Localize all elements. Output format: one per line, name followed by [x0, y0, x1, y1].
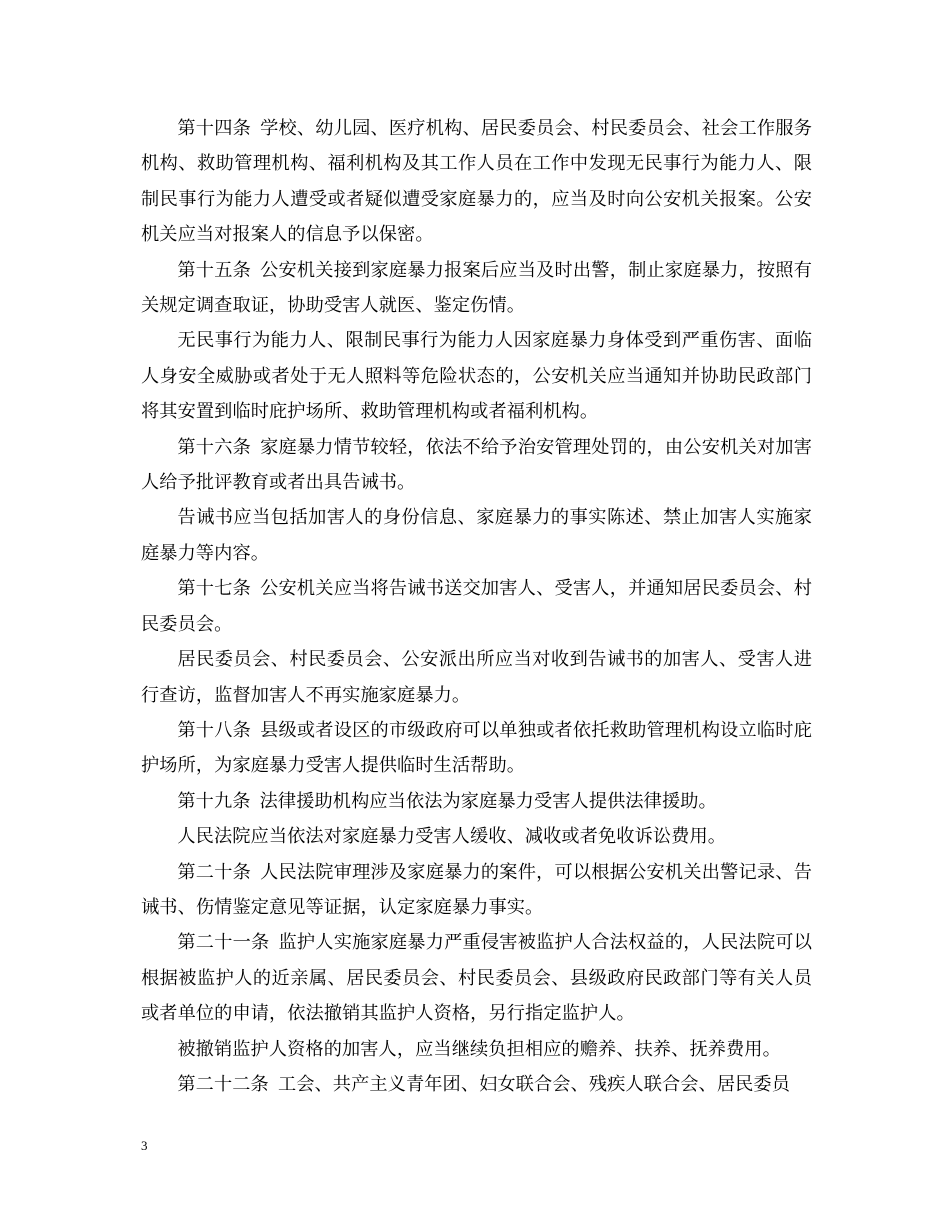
article-number: 第二十二条 [177, 1073, 269, 1095]
page-number: 3 [141, 1138, 148, 1153]
paragraph-11 [141, 855, 812, 926]
paragraph-13 [141, 1032, 812, 1067]
paragraph-text: 监护人实施家庭暴力严重侵害被监护人合法权益的，人民法院可以根据被监护人的近亲属、居民委员会、村民委员会、县级政府民政部门等有关人员或者单位的申请，依法撤销其监护人资格，另行指定监护人。 [141, 932, 812, 1025]
paragraph-2 [141, 253, 812, 324]
paragraph-8 [141, 713, 812, 784]
paragraph-text: 家庭暴力情节较轻，依法不给予治安管理处罚的，由公安机关对加害人给予批评教育或者出具告诫书。 [141, 436, 812, 494]
paragraph-text: 被撤销监护人资格的加害人，应当继续负担相应的赡养、扶养、抚养费用。 [177, 1038, 781, 1060]
paragraph-text: 县级或者设区的市级政府可以单独或者依托救助管理机构设立临时庇护场所，为家庭暴力受害人提供临时生活帮助。 [141, 719, 812, 777]
paragraph-text: 居民委员会、村民委员会、公安派出所应当对收到告诫书的加害人、受害人进行查访，监督加害人不再实施家庭暴力。 [141, 649, 812, 706]
paragraph-text: 人民法院审理涉及家庭暴力的案件，可以根据公安机关出警记录、告诫书、伤情鉴定意见等证据，认定家庭暴力事实。 [141, 861, 812, 918]
article-number: 第十七条 [177, 578, 251, 600]
paragraph-text: 公安机关应当将告诫书送交加害人、受害人，并通知居民委员会、村民委员会。 [141, 578, 812, 635]
paragraph-14 [141, 1067, 812, 1102]
paragraph-text: 公安机关接到家庭暴力报案后应当及时出警，制止家庭暴力，按照有关规定调查取证，协助受害人就医、鉴定伤情。 [141, 259, 812, 317]
paragraph-3 [141, 323, 812, 429]
paragraph-10 [141, 819, 812, 854]
document-body [141, 111, 812, 1102]
paragraph-4 [141, 430, 812, 501]
paragraph-1 [141, 111, 812, 253]
paragraph-text: 人民法院应当依法对家庭暴力受害人缓收、减收或者免收诉讼费用。 [177, 826, 727, 848]
paragraph-text: 无民事行为能力人、限制民事行为能力人因家庭暴力身体受到严重伤害、面临人身安全威胁或者处于无人照料等危险状态的，公安机关应当通知并协助民政部门将其安置到临时庇护场所、救助管理机构或者福利机构。 [141, 330, 812, 423]
paragraph-text: 工会、共产主义青年团、妇女联合会、残疾人联合会、居民委员 [277, 1073, 790, 1095]
paragraph-text: 告诫书应当包括加害人的身份信息、家庭暴力的事实陈述、禁止加害人实施家庭暴力等内容。 [141, 507, 812, 564]
paragraph-6 [141, 571, 812, 642]
paragraph-9 [141, 784, 812, 819]
article-number: 第十五条 [177, 259, 251, 281]
paragraph-7 [141, 642, 812, 713]
article-number: 第十九条 [177, 790, 251, 812]
paragraph-12 [141, 925, 812, 1031]
article-number: 第二十一条 [177, 932, 270, 954]
paragraph-5 [141, 500, 812, 571]
article-number: 第十八条 [177, 719, 251, 741]
article-number: 第十六条 [177, 436, 251, 458]
article-number: 第十四条 [177, 118, 251, 139]
article-number: 第二十条 [177, 861, 251, 883]
paragraph-text: 法律援助机构应当依法为家庭暴力受害人提供法律援助。 [259, 790, 717, 812]
paragraph-text: 学校、幼儿园、医疗机构、居民委员会、村民委员会、社会工作服务机构、救助管理机构、福利机构及其工作人员在工作中发现无民事行为能力人、限制民事行为能力人遭受或者疑似遭受家庭暴力的，应当及时向公安机关报案。公安机关应当对报案人的信息予以保密。 [141, 118, 812, 246]
